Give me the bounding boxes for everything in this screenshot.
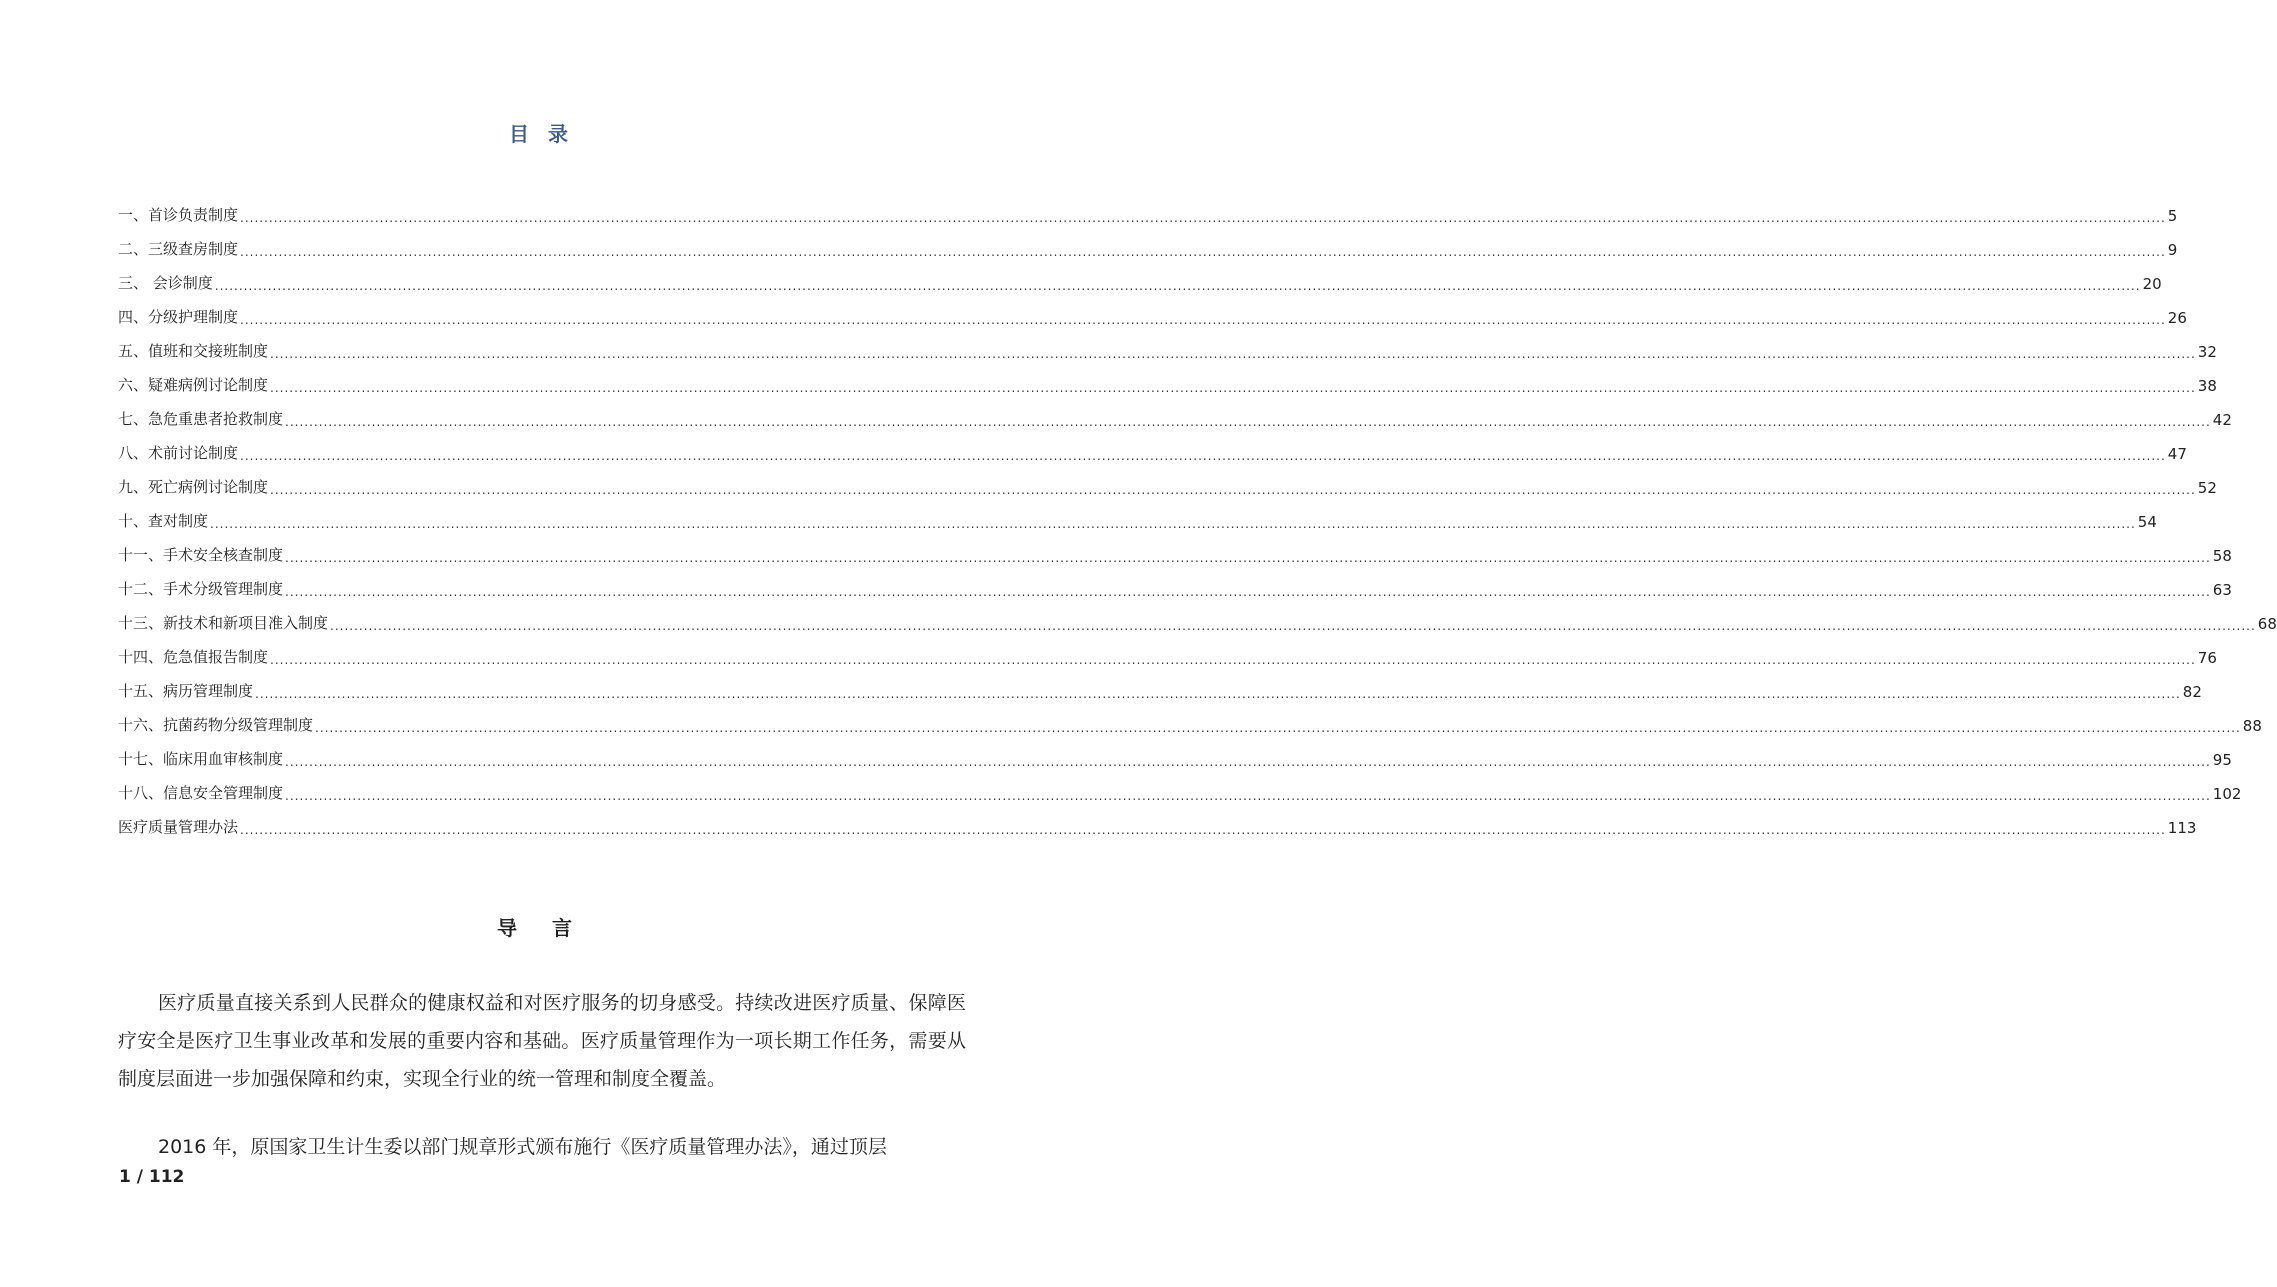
toc-leader-dots: ................................................................................................................................................................................................................................................................................................................................................................................................................ — [240, 313, 2166, 327]
toc-entry-label: 十二、手术分级管理制度 — [118, 580, 284, 598]
toc-entry[interactable] — [118, 497, 2157, 531]
toc-leader-dots: ................................................................................................................................................................................................................................................................................................................................................................................................................ — [270, 381, 2196, 395]
toc-leader-dots: ................................................................................................................................................................................................................................................................................................................................................................................................................ — [285, 551, 2211, 565]
toc-entry-page: 88 — [2242, 717, 2262, 735]
intro-title: 导 言 — [497, 916, 586, 940]
toc-entry-page: 113 — [2167, 819, 2197, 837]
toc-entry[interactable] — [118, 633, 2217, 667]
intro-paragraph: 医疗质量直接关系到人民群众的健康权益和对医疗服务的切身感受。持续改进医疗质量、保障医疗安全是医疗卫生事业改革和发展的重要内容和基础。医疗质量管理作为一项长期工作任务，需要从制度层面进一步加强保障和约束，实现全行业的统一管理和制度全覆盖。 — [118, 992, 966, 1090]
toc-entry[interactable] — [118, 531, 2232, 565]
toc-entry[interactable] — [118, 565, 2232, 599]
toc-entry-page: 42 — [2212, 411, 2232, 429]
toc-entry-page: 102 — [2212, 785, 2242, 803]
toc-entry-label: 十七、临床用血审核制度 — [118, 750, 284, 768]
toc-entry-page: 58 — [2212, 547, 2232, 565]
toc-entry-page: 20 — [2142, 275, 2162, 293]
toc-entry-page: 32 — [2197, 343, 2217, 361]
toc-entry-label: 十、查对制度 — [118, 512, 209, 530]
toc-entry[interactable] — [118, 259, 2162, 293]
toc-entry-page: 63 — [2212, 581, 2232, 599]
toc-entry-label: 十五、病历管理制度 — [118, 682, 254, 700]
toc-entry-label: 十六、抗菌药物分级管理制度 — [118, 716, 314, 734]
toc-entry[interactable] — [118, 463, 2217, 497]
toc-entry[interactable] — [118, 225, 2178, 259]
toc-entry-page: 47 — [2167, 445, 2187, 463]
toc-leader-dots: ................................................................................................................................................................................................................................................................................................................................................................................................................ — [285, 415, 2211, 429]
toc-entry-label: 医疗质量管理办法 — [118, 818, 239, 836]
toc-entry-label: 十一、手术安全核查制度 — [118, 546, 284, 564]
toc-entry-label: 四、分级护理制度 — [118, 308, 239, 326]
toc-leader-dots: ................................................................................................................................................................................................................................................................................................................................................................................................................ — [285, 789, 2211, 803]
toc-entry-page: 82 — [2182, 683, 2202, 701]
toc-leader-dots: ................................................................................................................................................................................................................................................................................................................................................................................................................ — [285, 585, 2211, 599]
toc-leader-dots: ................................................................................................................................................................................................................................................................................................................................................................................................................ — [240, 449, 2166, 463]
toc-entry[interactable] — [118, 769, 2242, 803]
intro-paragraph: 2016 年，原国家卫生计生委以部门规章形式颁布施行《医疗质量管理办法》，通过顶层 — [158, 1136, 887, 1158]
page-indicator: 1 / 112 — [119, 1167, 185, 1187]
toc-entry[interactable] — [118, 395, 2232, 429]
toc-leader-dots: ................................................................................................................................................................................................................................................................................................................................................................................................................ — [240, 211, 2166, 225]
toc-leader-dots: ................................................................................................................................................................................................................................................................................................................................................................................................................ — [330, 619, 2256, 633]
toc-entry-page: 52 — [2197, 479, 2217, 497]
toc-entry-page: 26 — [2167, 309, 2187, 327]
toc-leader-dots: ................................................................................................................................................................................................................................................................................................................................................................................................................ — [240, 245, 2166, 259]
toc-leader-dots: ................................................................................................................................................................................................................................................................................................................................................................................................................ — [270, 347, 2196, 361]
toc-leader-dots: ................................................................................................................................................................................................................................................................................................................................................................................................................ — [270, 653, 2196, 667]
toc-entry-page: 5 — [2167, 207, 2178, 225]
toc-entry[interactable] — [118, 361, 2217, 395]
toc-entry-label: 十四、危急值报告制度 — [118, 648, 269, 666]
toc-entry[interactable] — [118, 803, 2197, 837]
toc-leader-dots: ................................................................................................................................................................................................................................................................................................................................................................................................................ — [270, 483, 2196, 497]
toc-entry-page: 9 — [2167, 241, 2178, 259]
toc-entry-page: 95 — [2212, 751, 2232, 769]
toc-entry[interactable] — [118, 191, 2178, 225]
toc-entry[interactable] — [118, 599, 2277, 633]
toc-entry-label: 十三、新技术和新项目准入制度 — [118, 614, 329, 632]
toc-entry-page: 76 — [2197, 649, 2217, 667]
toc-entry[interactable] — [118, 327, 2217, 361]
toc-entry-label: 二、三级查房制度 — [118, 240, 239, 258]
toc-leader-dots: ................................................................................................................................................................................................................................................................................................................................................................................................................ — [255, 687, 2181, 701]
toc-entry-label: 五、值班和交接班制度 — [118, 342, 269, 360]
toc-entry-page: 54 — [2137, 513, 2157, 531]
toc-entry-label: 七、急危重患者抢救制度 — [118, 410, 284, 428]
toc-entry-label: 三、 会诊制度 — [118, 274, 213, 292]
toc-leader-dots: ................................................................................................................................................................................................................................................................................................................................................................................................................ — [210, 517, 2136, 531]
toc-leader-dots: ................................................................................................................................................................................................................................................................................................................................................................................................................ — [315, 721, 2241, 735]
toc-entry[interactable] — [118, 735, 2232, 769]
toc-entry-label: 八、术前讨论制度 — [118, 444, 239, 462]
toc-leader-dots: ................................................................................................................................................................................................................................................................................................................................................................................................................ — [285, 755, 2211, 769]
toc-entry[interactable] — [118, 293, 2187, 327]
toc-entry-label: 十八、信息安全管理制度 — [118, 784, 284, 802]
toc-entry-page: 38 — [2197, 377, 2217, 395]
toc-entry-label: 九、死亡病例讨论制度 — [118, 478, 269, 496]
toc-entry[interactable] — [118, 701, 2262, 735]
toc-leader-dots: ................................................................................................................................................................................................................................................................................................................................................................................................................ — [240, 823, 2166, 837]
toc-title: 目 录 — [509, 122, 574, 146]
toc-leader-dots: ................................................................................................................................................................................................................................................................................................................................................................................................................ — [214, 279, 2141, 293]
toc-entry-label: 六、疑难病例讨论制度 — [118, 376, 269, 394]
toc-entry-label: 一、首诊负责制度 — [118, 206, 239, 224]
table-of-contents — [118, 191, 2277, 837]
toc-entry[interactable] — [118, 667, 2202, 701]
toc-entry-page: 68 — [2257, 615, 2277, 633]
toc-entry[interactable] — [118, 429, 2187, 463]
